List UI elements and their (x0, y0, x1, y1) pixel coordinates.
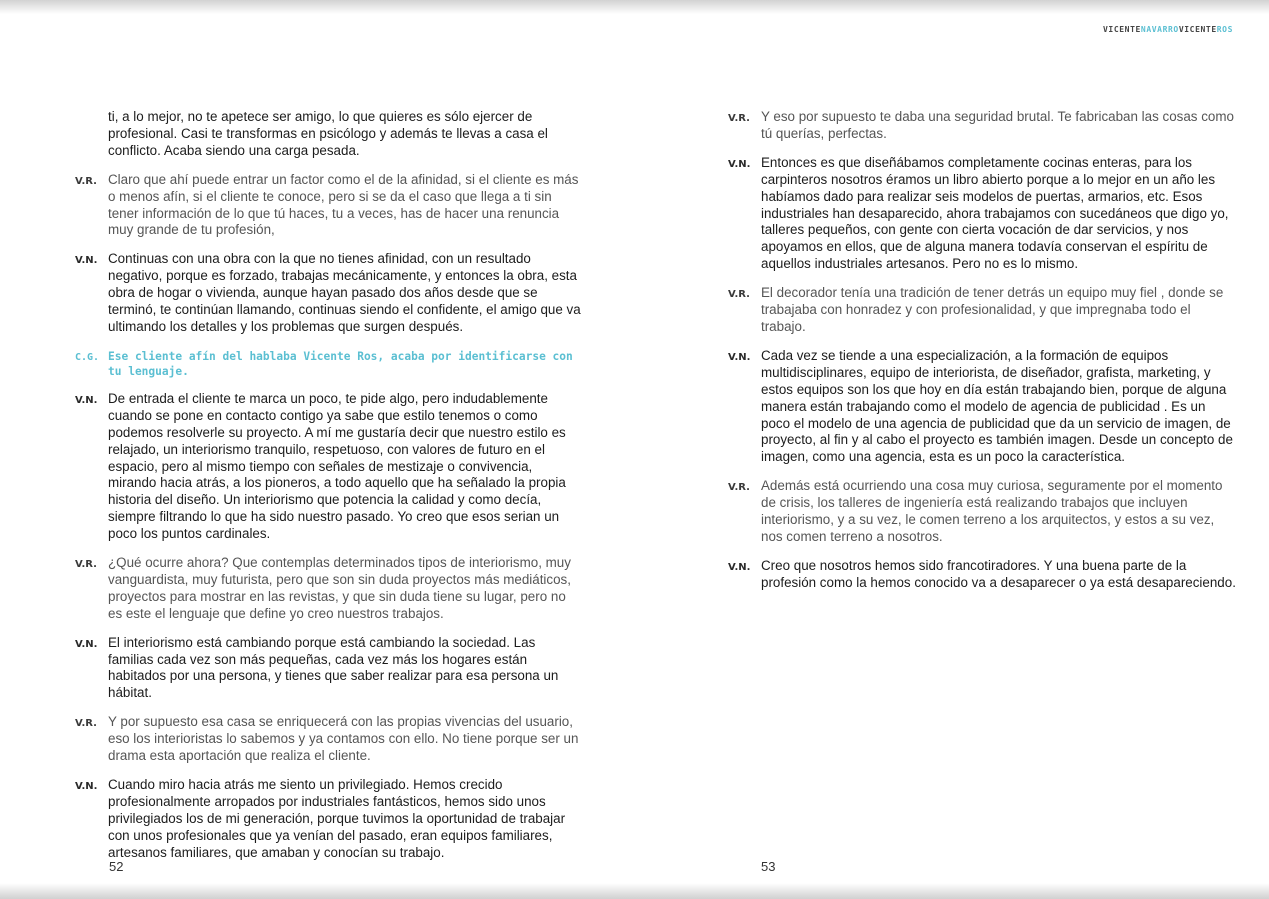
dialogue-entry (75, 777, 581, 862)
dialogue-entry (75, 391, 581, 543)
right-page-text (728, 109, 1236, 604)
speaker-label: V.N. (75, 638, 98, 650)
page-number-left: 52 (109, 859, 124, 874)
top-edge-shadow (0, 0, 1269, 14)
dialogue-entry (75, 172, 581, 240)
speaker-label: V.R. (728, 113, 750, 124)
dialogue-entry (728, 155, 1236, 273)
speaker-label: V.R. (75, 559, 97, 571)
dialogue-entry (728, 285, 1236, 336)
dialogue-text: Cuando miro hacia atrás me siento un privilegiado. Hemos crecido profesionalmente arropados por industriales fantásticos, hemos sido unos privilegiados los de mi generación, porque tuvimos la oportunidad de trabajar con unos profesionales que ya venían del pasado, eran equipos familiares, artesanos familiares, que amaban y conocían su trabajo. (108, 777, 566, 860)
dialogue-text: Claro que ahí puede entrar un factor como el de la afinidad, si el cliente es más o menos afín, si el cliente te conoce, pero si se da el caso que llega a ti sin tener información de lo que tú haces, tu a veces, has de hacer una renuncia muy grande de tu profesión, (108, 171, 579, 238)
running-head-part: VICENTE (1102, 25, 1141, 34)
speaker-label: V.N. (728, 158, 751, 170)
dialogue-entry (728, 109, 1236, 143)
speaker-label: C.G. (75, 351, 100, 363)
speaker-label: V.N. (728, 561, 751, 573)
dialogue-text: Creo que nosotros hemos sido francotiradores. Y una buena parte de la profesión como la hemos conocido va a desaparecer o ya está desapareciendo. (761, 557, 1236, 590)
dialogue-entry (75, 714, 581, 765)
left-page-text (75, 109, 581, 874)
dialogue-text: El interiorismo está cambiando porque está cambiando la sociedad. Las familias cada vez son más pequeñas, cada vez más los hogares están habitados por una persona, y tienes que saber realizar para esa persona un hábitat. (108, 634, 559, 701)
dialogue-text: Y por supuesto esa casa se enriquecerá con las propias vivencias del usuario, eso los interioristas lo sabemos y ya contamos con ello. No tiene porque ser un drama esta aportación que realiza el cliente. (108, 714, 579, 764)
interviewer-question (75, 348, 581, 379)
speaker-label: V.N. (728, 351, 751, 363)
question-text: Ese cliente afín del hablaba Vicente Ros, acaba por identificarse con tu lenguaje. (108, 349, 573, 378)
running-head (1103, 25, 1233, 34)
running-head-part: VICENTE (1178, 25, 1217, 34)
dialogue-entry (728, 558, 1236, 592)
dialogue-entry (75, 635, 581, 703)
dialogue-text: Y eso por supuesto te daba una seguridad brutal. Te fabricaban las cosas como tú querías, perfectas. (761, 109, 1234, 141)
dialogue-text: ¿Qué ocurre ahora? Que contemplas determinados tipos de interiorismo, muy vanguardista, muy futurista, pero que son sin duda proyectos más mediáticos, proyectos para mostrar en las revistas, y que sin duda tiene su lugar, pero no es este el lenguaje que define yo creo nuestros trabajos. (108, 555, 571, 621)
bottom-edge-shadow (0, 883, 1269, 899)
running-head-part: NAVARRO (1140, 25, 1179, 34)
speaker-label: V.R. (728, 482, 750, 494)
dialogue-entry (728, 478, 1236, 546)
speaker-label: V.N. (75, 394, 98, 406)
speaker-label: V.R. (728, 289, 750, 301)
dialogue-text: El decorador tenía una tradición de tener detrás un equipo muy fiel , donde se trabajaba con honradez y con profesionalidad, y que impregnaba todo el trabajo. (761, 285, 1224, 334)
dialogue-entry (728, 348, 1236, 466)
speaker-label: V.R. (75, 175, 97, 187)
speaker-label: V.N. (75, 255, 98, 267)
dialogue-entry (75, 109, 581, 160)
dialogue-text: De entrada el cliente te marca un poco, te pide algo, pero indudablemente cuando se pone en contacto contigo ya sabe que estilo tenemos o como podemos resolverle su proyecto. A mí me gustaría decir que nuestro estilo es relajado, un interiorismo tranquilo, respetuoso, con valores de futuro en el espacio, pero al mismo tiempo con señales de mestizaje o convivencia, mirando hacia atrás, a los pioneros, a todo aquello que ha señalado la propia historia del diseño. Un interiorismo que potencia la calidad y como decía, siempre filtrando lo que ha sido nuestro pasado. Yo creo que esos serian un poco los puntos cardinales. (108, 390, 566, 542)
dialogue-entry (75, 251, 581, 336)
running-head-part: ROS (1216, 25, 1233, 34)
dialogue-text: Cada vez se tiende a una especialización, a la formación de equipos multidisciplinares, equipo de interiorista, de diseñador, grafista, marketing, y estos equipos son los que hoy en día están trabajando bien, porque de alguna manera están trabajando como el modelo de agencia de publicidad . Es un poco el modelo de una agencia de publicidad que da un servicio de imagen, de proyecto, al fin y al cabo el proyecto es también imagen. Desde un concepto de imagen, como una agencia, esta es un poco la característica. (761, 347, 1233, 465)
page-number-right: 53 (761, 859, 776, 874)
dialogue-entry (75, 555, 581, 623)
dialogue-text: Continuas con una obra con la que no tienes afinidad, con un resultado negativo, porque es forzado, trabajas mecánicamente, y entonces la obra, esta obra de hogar o vivienda, aunque hayan pasado dos años desde que se terminó, te continúan llamando, continuas siendo el confidente, el amigo que va ultimando los detalles y los problemas que surgen después. (108, 251, 581, 334)
speaker-label (75, 109, 108, 110)
speaker-label: V.R. (75, 718, 97, 730)
speaker-label: V.N. (75, 781, 98, 792)
dialogue-text: ti, a lo mejor, no te apetece ser amigo, lo que quieres es sólo ejercer de profesional. Casi te transformas en psicólogo y además te llevas a casa el conflicto. Acaba siendo una carga pesada. (108, 109, 548, 158)
dialogue-text: Además está ocurriendo una cosa muy curiosa, seguramente por el momento de crisis, los talleres de ingeniería está realizando trabajos que incluyen interiorismo, y a su vez, le comen terreno a los arquitectos, y estos a su vez, nos comen terreno a nosotros. (761, 478, 1223, 544)
dialogue-text: Entonces es que diseñábamos completamente cocinas enteras, para los carpinteros nosotros éramos un libro abierto porque a lo mejor en un año les habíamos dado para realizar seis modelos de puertas, armarios, etc. Esos industriales han desaparecido, ahora trabajamos con sucedáneos que digo yo, talleres pequeños, con gente con cierta vocación de dar servicios, y nos apoyamos en ellos, que de alguna manera todavía conservan el espíritu de aquellos industriales artesanos. Pero no es lo mismo. (761, 154, 1229, 272)
